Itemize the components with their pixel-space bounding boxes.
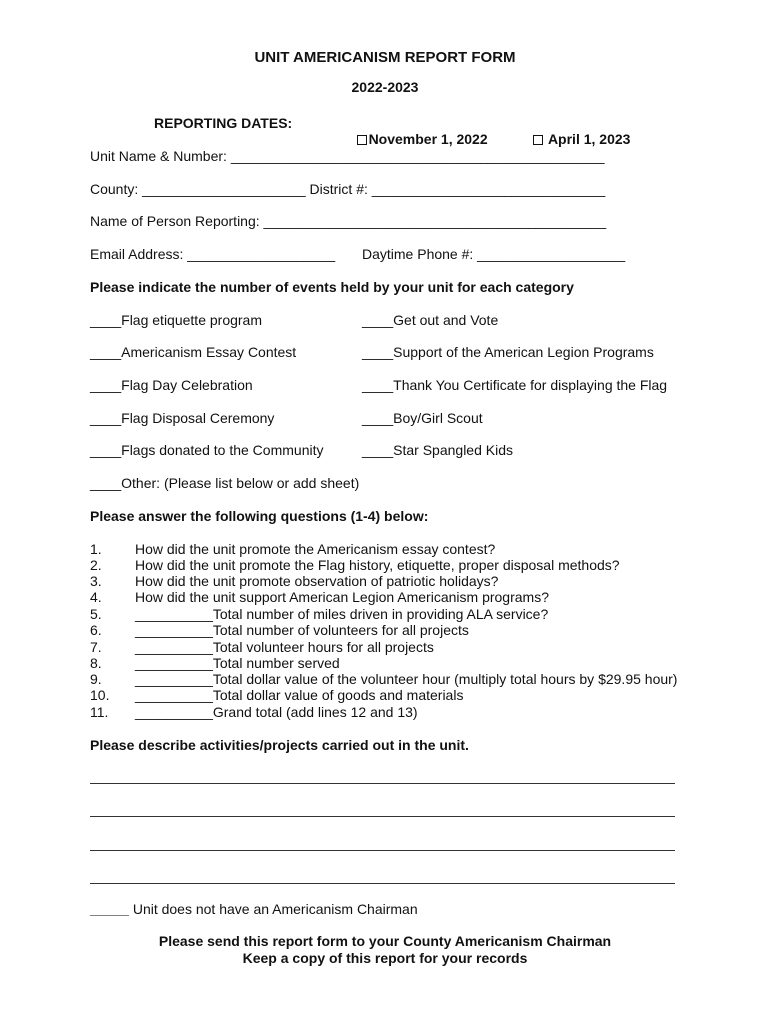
activities-heading: Please describe activities/projects carried out in the unit. [90, 737, 469, 753]
checkbox-november[interactable] [357, 135, 367, 145]
question-text[interactable]: __________Grand total (add lines 12 and 13) [135, 704, 418, 720]
question-number: 10. [90, 687, 110, 703]
question-number: 7. [90, 639, 102, 655]
question-text[interactable]: __________Total number of miles driven in providing ALA service? [135, 606, 549, 622]
question-number: 4. [90, 589, 102, 605]
activities-line[interactable] [90, 883, 675, 884]
question-number: 11. [90, 704, 109, 720]
question-text[interactable]: How did the unit support American Legion Americanism programs? [135, 589, 549, 605]
phone-field[interactable]: Daytime Phone #: ___________________ [362, 246, 626, 262]
question-text[interactable]: __________Total dollar value of the volunteer hour (multiply total hours by $29.95 hour) [135, 671, 678, 687]
question-text[interactable]: __________Total number of volunteers for all projects [135, 622, 469, 638]
reporting-dates-label: REPORTING DATES: [154, 115, 293, 131]
question-text[interactable]: How did the unit promote observation of patriotic holidays? [135, 573, 499, 589]
question-number: 3. [90, 573, 102, 589]
event-left-item[interactable]: ____Americanism Essay Contest [90, 344, 297, 360]
question-text[interactable]: __________Total volunteer hours for all projects [135, 639, 434, 655]
unit-name-field[interactable]: Unit Name & Number: ________________________________________________ [90, 148, 605, 164]
footer-send-instruction: Please send this report form to your County Americanism Chairman [158, 933, 612, 949]
event-right-item[interactable]: ____Star Spangled Kids [362, 442, 513, 458]
question-number: 1. [90, 541, 102, 557]
no-chairman-blank[interactable]: _____ [90, 901, 129, 917]
event-right-item[interactable]: ____Boy/Girl Scout [362, 410, 483, 426]
event-left-item[interactable]: ____Flags donated to the Community [90, 442, 324, 458]
activities-line[interactable] [90, 783, 675, 784]
questions-heading: Please answer the following questions (1-4) below: [90, 508, 429, 524]
event-left-item[interactable]: ____Other: (Please list below or add sheet) [90, 475, 360, 491]
question-text[interactable]: __________Total dollar value of goods and materials [135, 687, 464, 703]
question-text[interactable]: How did the unit promote the Flag history, etiquette, proper disposal methods? [135, 557, 620, 573]
event-left-item[interactable]: ____Flag etiquette program [90, 312, 262, 328]
county-district-field[interactable]: County: _____________________ District #: ______________________________ [90, 181, 606, 197]
email-field[interactable]: Email Address: ___________________ [90, 246, 336, 262]
question-number: 2. [90, 557, 102, 573]
checkbox-april[interactable] [533, 135, 543, 145]
activities-line[interactable] [90, 850, 675, 851]
form-year: 2022-2023 [351, 79, 419, 95]
person-reporting-field[interactable]: Name of Person Reporting: ____________________________________________ [90, 213, 607, 229]
question-text[interactable]: How did the unit promote the Americanism essay contest? [135, 541, 496, 557]
date-november-label: November 1, 2022 [368, 131, 488, 147]
events-heading: Please indicate the number of events held by your unit for each category [90, 279, 574, 295]
no-chairman-label: Unit does not have an Americanism Chairman [128, 901, 418, 917]
form-title: UNIT AMERICANISM REPORT FORM [254, 49, 516, 66]
date-april-label: April 1, 2023 [547, 131, 631, 147]
event-right-item[interactable]: ____Support of the American Legion Programs [362, 344, 654, 360]
event-right-item[interactable]: ____Get out and Vote [362, 312, 499, 328]
event-left-item[interactable]: ____Flag Day Celebration [90, 377, 253, 393]
question-number: 9. [90, 671, 102, 687]
question-number: 5. [90, 606, 102, 622]
event-left-item[interactable]: ____Flag Disposal Ceremony [90, 410, 275, 426]
question-text[interactable]: __________Total number served [135, 655, 340, 671]
no-chairman-row[interactable] [90, 901, 418, 917]
question-number: 6. [90, 622, 102, 638]
question-number: 8. [90, 655, 102, 671]
event-right-item[interactable]: ____Thank You Certificate for displaying the Flag [362, 377, 668, 393]
footer-copy-instruction: Keep a copy of this report for your records [242, 950, 528, 966]
activities-line[interactable] [90, 816, 675, 817]
